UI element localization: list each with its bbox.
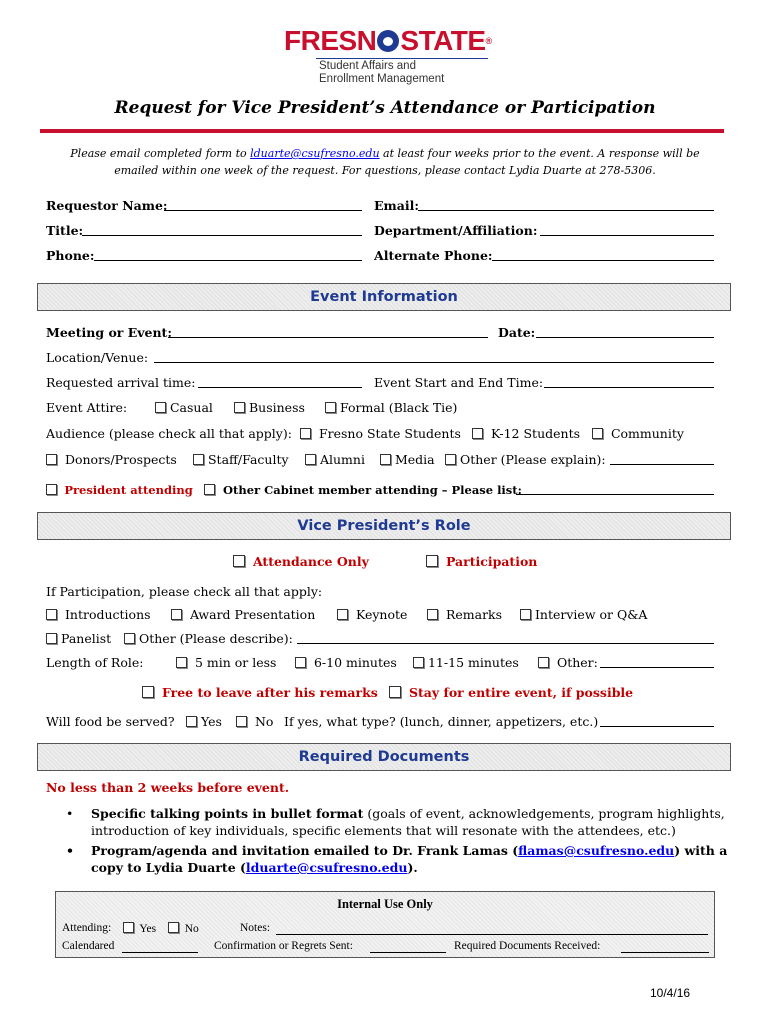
role-interview-option[interactable]: Interview or Q&A: [520, 607, 647, 623]
internal-notes-field[interactable]: [276, 934, 708, 935]
checkbox[interactable]: [123, 922, 134, 933]
bullet-talking-points: • Specific talking points in bullet format (goals of event, acknowledgements, program highlights, introduction of key individuals, specific elements that will resonate with the attendees, etc.): [66, 806, 725, 838]
alternate-phone-field[interactable]: [492, 260, 714, 261]
checkbox[interactable]: [380, 454, 391, 465]
internal-confirmation-label: Confirmation or Regrets Sent:: [214, 940, 353, 952]
audience-label: Audience (please check all that apply):: [46, 426, 292, 441]
length-11-15-option[interactable]: 11-15 minutes: [413, 655, 519, 671]
checkbox[interactable]: [155, 402, 166, 413]
meeting-label: Meeting or Event:: [46, 325, 172, 340]
internal-confirmation-field[interactable]: [370, 952, 446, 953]
other-cabinet-field[interactable]: [516, 494, 714, 495]
checkbox[interactable]: [142, 686, 154, 698]
role-award-option[interactable]: Award Presentation: [171, 607, 315, 623]
attire-formal-option[interactable]: Formal (Black Tie): [325, 400, 457, 416]
food-type-label: If yes, what type? (lunch, dinner, appetizers, etc.): [284, 714, 599, 729]
department-field[interactable]: [540, 235, 714, 236]
food-yes-option[interactable]: Yes: [186, 714, 222, 730]
audience-students-option[interactable]: Fresno State Students: [300, 426, 461, 442]
event-information-header: Event Information: [37, 283, 731, 311]
checkbox[interactable]: [325, 402, 336, 413]
deadline-note: No less than 2 weeks before event.: [46, 780, 290, 795]
checkbox[interactable]: [538, 657, 549, 668]
lduarte-email-link[interactable]: lduarte@csufresno.edu: [245, 860, 408, 875]
other-cabinet-option[interactable]: Other Cabinet member attending – Please list:: [204, 482, 522, 498]
checkbox[interactable]: [236, 716, 247, 727]
audience-other-option[interactable]: Other (Please explain):: [445, 452, 606, 468]
title-divider: [40, 129, 724, 133]
checkbox[interactable]: [445, 454, 456, 465]
role-other-option[interactable]: Other (Please describe):: [124, 631, 293, 647]
checkbox[interactable]: [426, 555, 438, 567]
location-label: Location/Venue:: [46, 350, 149, 365]
arrival-time-field[interactable]: [198, 387, 362, 388]
checkbox[interactable]: [427, 609, 438, 620]
alternate-phone-label: Alternate Phone:: [374, 248, 493, 263]
requestor-name-label: Requestor Name:: [46, 198, 168, 213]
length-label: Length of Role:: [46, 655, 144, 670]
internal-use-title: Internal Use Only: [337, 897, 433, 911]
vp-role-header: Vice President’s Role: [37, 512, 731, 540]
checkbox[interactable]: [193, 454, 204, 465]
audience-other-field[interactable]: [610, 464, 714, 465]
president-attending-option[interactable]: President attending: [46, 482, 193, 498]
internal-notes-label: Notes:: [240, 922, 271, 934]
food-no-option[interactable]: No: [236, 714, 273, 730]
checkbox[interactable]: [592, 428, 603, 439]
email-field[interactable]: [418, 210, 714, 211]
role-remarks-option[interactable]: Remarks: [427, 607, 502, 623]
checkbox[interactable]: [472, 428, 483, 439]
department-name: Student Affairs and Enrollment Management: [319, 60, 445, 85]
internal-calendared-label: Calendared: [62, 940, 115, 952]
bullet-dot: •: [66, 843, 74, 858]
checkbox[interactable]: [186, 716, 197, 727]
attire-business-option[interactable]: Business: [234, 400, 305, 416]
checkbox[interactable]: [234, 402, 245, 413]
arrival-time-label: Requested arrival time:: [46, 375, 196, 390]
checkbox[interactable]: [337, 609, 348, 620]
date-label: Date:: [498, 325, 536, 340]
checkbox[interactable]: [413, 657, 424, 668]
length-5min-option[interactable]: 5 min or less: [176, 655, 276, 671]
email-label: Email:: [374, 198, 419, 213]
role-other-field[interactable]: [297, 643, 714, 644]
audience-community-option[interactable]: Community: [592, 426, 684, 442]
requestor-name-field[interactable]: [164, 210, 362, 211]
form-title: Request for Vice President’s Attendance or Participation: [114, 98, 656, 118]
audience-staff-option[interactable]: Staff/Faculty: [193, 452, 289, 468]
bullet-program-agenda: • Program/agenda and invitation emailed to Dr. Frank Lamas (flamas@csufresno.edu) with a copy to Lydia Duarte (lduarte@csufresno.edu).: [66, 843, 728, 875]
phone-label: Phone:: [46, 248, 95, 263]
checkbox[interactable]: [168, 922, 179, 933]
checkbox[interactable]: [204, 484, 215, 495]
audience-alumni-option[interactable]: Alumni: [305, 452, 365, 468]
internal-use-box: [55, 891, 715, 958]
checkbox[interactable]: [46, 633, 57, 644]
participation-option[interactable]: Participation: [426, 554, 537, 570]
if-participation-label: If Participation, please check all that apply:: [46, 584, 323, 599]
checkbox[interactable]: [305, 454, 316, 465]
phone-field[interactable]: [94, 260, 362, 261]
internal-calendared-field[interactable]: [122, 952, 198, 953]
checkbox[interactable]: [171, 609, 182, 620]
start-end-label: Event Start and End Time:: [374, 375, 544, 390]
role-keynote-option[interactable]: Keynote: [337, 607, 407, 623]
internal-attending-label: Attending:: [62, 922, 112, 934]
food-label: Will food be served?: [46, 714, 175, 729]
email-link[interactable]: lduarte@csufresno.edu: [250, 147, 380, 160]
title-label: Title:: [46, 223, 84, 238]
paw-icon: [377, 30, 399, 52]
intro-text: Please email completed form to lduarte@csufresno.edu at least four weeks prior to the event. A response will be emailed within one week of the request. For questions, please contact Lydia Duarte at 278-5306.: [70, 147, 700, 177]
audience-donors-option[interactable]: Donors/Prospects: [46, 452, 177, 468]
revision-date: 10/4/16: [650, 986, 691, 1000]
internal-required-docs-label: Required Documents Received:: [454, 940, 601, 952]
checkbox[interactable]: [233, 555, 245, 567]
meeting-field[interactable]: [168, 337, 488, 338]
internal-attending-no[interactable]: No: [168, 922, 199, 935]
checkbox[interactable]: [520, 609, 531, 620]
attire-label: Event Attire:: [46, 400, 128, 415]
food-type-field[interactable]: [600, 726, 714, 727]
checkbox[interactable]: [46, 484, 57, 495]
checkbox[interactable]: [176, 657, 187, 668]
checkbox[interactable]: [46, 454, 57, 465]
flamas-email-link[interactable]: flamas@csufresno.edu: [518, 843, 675, 858]
start-end-field[interactable]: [544, 387, 714, 388]
checkbox[interactable]: [46, 609, 57, 620]
location-field[interactable]: [154, 362, 714, 363]
logo-divider: [316, 58, 488, 59]
length-other-field[interactable]: [600, 667, 714, 668]
attire-casual-option[interactable]: Casual: [155, 400, 213, 416]
length-6-10-option[interactable]: 6-10 minutes: [295, 655, 397, 671]
title-field[interactable]: [82, 235, 362, 236]
date-field[interactable]: [536, 337, 714, 338]
audience-media-option[interactable]: Media: [380, 452, 435, 468]
required-documents-header: Required Documents: [37, 743, 731, 771]
stay-entire-option[interactable]: Stay for entire event, if possible: [389, 685, 633, 701]
internal-attending-yes[interactable]: Yes: [123, 922, 156, 935]
checkbox[interactable]: [389, 686, 401, 698]
checkbox[interactable]: [124, 633, 135, 644]
role-introductions-option[interactable]: Introductions: [46, 607, 151, 623]
bullet-dot: •: [66, 806, 74, 821]
checkbox[interactable]: [295, 657, 306, 668]
role-panelist-option[interactable]: Panelist: [46, 631, 111, 647]
free-to-leave-option[interactable]: Free to leave after his remarks: [142, 685, 378, 701]
internal-required-docs-field[interactable]: [621, 952, 709, 953]
audience-k12-option[interactable]: K-12 Students: [472, 426, 580, 442]
fresno-state-logo: FRESN STATE®: [284, 25, 492, 56]
checkbox[interactable]: [300, 428, 311, 439]
attendance-only-option[interactable]: Attendance Only: [233, 554, 369, 570]
department-label: Department/Affiliation:: [374, 223, 538, 238]
length-other-option[interactable]: Other:: [538, 655, 598, 671]
